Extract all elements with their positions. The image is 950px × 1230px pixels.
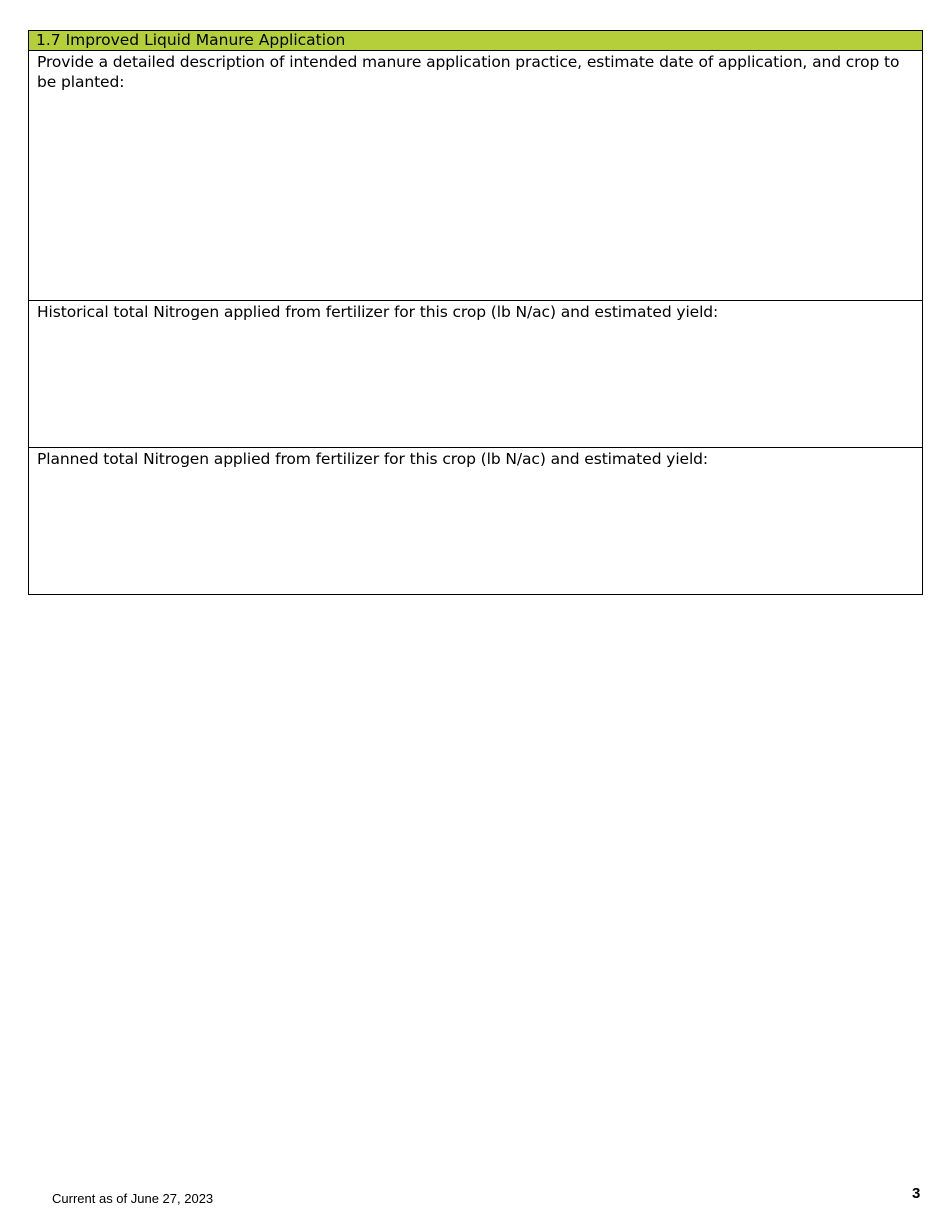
application-description-input[interactable] (37, 92, 914, 297)
planned-nitrogen-row (29, 448, 922, 594)
application-description-row (29, 51, 922, 301)
page-number: 3 (912, 1185, 921, 1202)
historical-nitrogen-row (29, 301, 922, 448)
historical-nitrogen-label: Historical total Nitrogen applied from fertilizer for this crop (lb N/ac) and estimated yield: (37, 303, 719, 321)
historical-nitrogen-input[interactable] (37, 322, 914, 442)
manure-application-form-table (28, 30, 923, 595)
section-header (29, 31, 922, 51)
section-title: 1.7 Improved Liquid Manure Application (36, 31, 346, 49)
application-description-label: Provide a detailed description of intended manure application practice, estimate date of application, and crop to be planted: (37, 53, 900, 91)
planned-nitrogen-input[interactable] (37, 469, 914, 588)
footer-current-as-of: Current as of June 27, 2023 (52, 1191, 214, 1206)
planned-nitrogen-label: Planned total Nitrogen applied from fertilizer for this crop (lb N/ac) and estimated yield: (37, 450, 709, 468)
